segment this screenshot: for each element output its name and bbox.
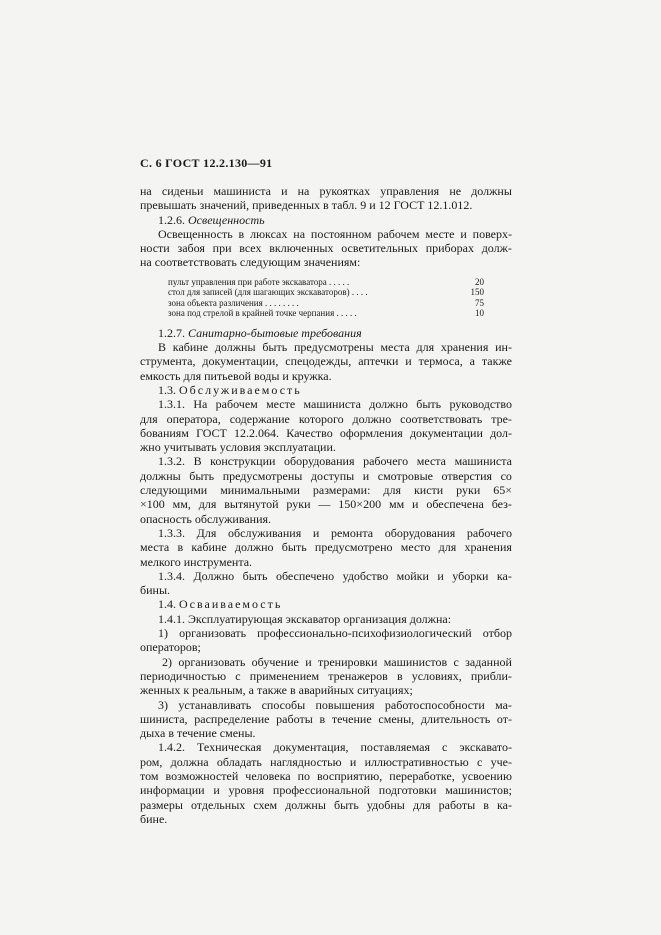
text-line: жно учитывать условия эксплуатации. <box>140 440 336 455</box>
text-line: бине. <box>140 811 168 826</box>
text-line: 1.4.2. Техническая документация, поставляемая с экскавато- <box>158 740 512 755</box>
text-line: бованиям ГОСТ 12.2.064. Качество оформления документации дол- <box>140 425 512 440</box>
text-line: 3) устанавливать способы повышения работоспособности ма- <box>158 697 512 712</box>
illumination-table <box>168 277 484 319</box>
section-number: 1.2.7. <box>158 325 185 340</box>
text-line: опасность обслуживания. <box>140 511 272 526</box>
table-row <box>168 287 484 298</box>
page-header: С. 6 ГОСТ 12.2.130—91 <box>140 156 273 170</box>
section-title: Обслуживаемость <box>179 382 302 397</box>
text-line: Освещенность в люксах на постоянном рабочем месте и поверх- <box>158 226 512 241</box>
section-number: 1.2.6. <box>158 212 185 227</box>
text-line: 1.4.1. Эксплуатирующая экскаватор организация должна: <box>158 611 452 626</box>
text-line: ×100 мм, для вытянутой руки — 150×200 мм и обеспечена без- <box>140 497 512 512</box>
text-line: 2) организовать обучение и тренировки машинистов с заданной <box>162 654 512 669</box>
text-line: превышать значений, приведенных в табл. 9 и 12 ГОСТ 12.1.012. <box>140 198 473 213</box>
text-line: бины. <box>140 583 171 598</box>
section-heading-1-2-6 <box>140 213 512 227</box>
table-cell-value: 150 <box>470 287 484 298</box>
body-text <box>140 184 512 826</box>
table-row <box>168 308 484 319</box>
text-line: дыха в течение смены. <box>140 726 256 741</box>
text-line: 1) организовать профессионально-психофизиологический отбор <box>158 626 512 641</box>
table-cell-value: 10 <box>475 308 484 319</box>
table-cell-label: зона объекта различения . . . . . . . . <box>168 297 299 308</box>
text-line: места в кабине должно быть предусмотрено место для хранения <box>140 540 512 555</box>
section-heading-1-4 <box>140 597 512 611</box>
table-cell-value: 75 <box>475 297 484 308</box>
text-line: мелкого инструмента. <box>140 554 253 569</box>
text-line: периодичностью с применением тренажеров в условиях, прибли- <box>140 668 512 683</box>
section-heading-1-2-7 <box>140 326 512 340</box>
section-title: Санитарно-бытовые требования <box>188 325 362 340</box>
table-cell-value: 20 <box>475 276 484 287</box>
text-line: информации и уровня профессиональной подготовки машинистов; <box>140 783 512 798</box>
section-number: 1.4. <box>158 597 176 612</box>
text-line: женных к реальным, а также в аварийных ситуациях; <box>140 683 413 698</box>
text-line: 1.3.2. В конструкции оборудования рабочего места машиниста <box>158 454 512 469</box>
table-cell-label: стол для записей (для шагающих экскаваторов) . . . . <box>168 287 368 298</box>
text-line: В кабине должны быть предусмотрены места для хранения ин- <box>158 340 512 355</box>
text-line: 1.3.4. Должно быть обеспечено удобство мойки и уборки ка- <box>158 568 512 583</box>
table-row <box>168 298 484 309</box>
section-title: Осваиваемость <box>179 597 283 612</box>
text-line: для оператора, содержание которого должно соответствовать тре- <box>140 411 512 426</box>
text-line: операторов; <box>140 640 201 655</box>
text-line: шиниста, распределение работы в течение смены, длительность от- <box>140 711 512 726</box>
table-cell-label: пульт управления при работе экскаватора . . . . . <box>168 276 350 287</box>
text-line: на сиденьи машиниста и на рукоятках управления не должны <box>140 184 512 198</box>
section-number: 1.3. <box>158 382 176 397</box>
text-line: 1.3.1. На рабочем месте машиниста должно быть руководство <box>158 397 512 412</box>
text-line: 1.3.3. Для обслуживания и ремонта оборудования рабочего <box>158 525 512 540</box>
text-line: ром, должна обладать наглядностью и иллюстративностью с уче- <box>140 754 512 769</box>
table-cell-label: зона под стрелой в крайней точке черпания . . . . . <box>168 308 357 319</box>
text-line: струмента, документации, спецодежды, аптечки и термоса, а также <box>140 354 512 369</box>
text-line: емкость для питьевой воды и кружка. <box>140 368 332 383</box>
table-row <box>168 277 484 288</box>
section-heading-1-3 <box>140 383 512 397</box>
text-line: на соответствовать следующим значениям: <box>140 255 361 270</box>
text-line: том возможностей человека по восприятию, переработке, усвоению <box>140 768 512 783</box>
section-title: Освещенность <box>188 212 265 227</box>
text-line: ности забоя при всех включенных осветительных приборах долж- <box>140 241 512 256</box>
text-line: должны быть предусмотрены доступы и смотровые отверстия со <box>140 468 512 483</box>
text-line: следующими минимальными размерами: для кисти руки 65× <box>140 483 512 498</box>
text-line: размеры отдельных схем должны быть удобны для работы в ка- <box>140 797 512 812</box>
